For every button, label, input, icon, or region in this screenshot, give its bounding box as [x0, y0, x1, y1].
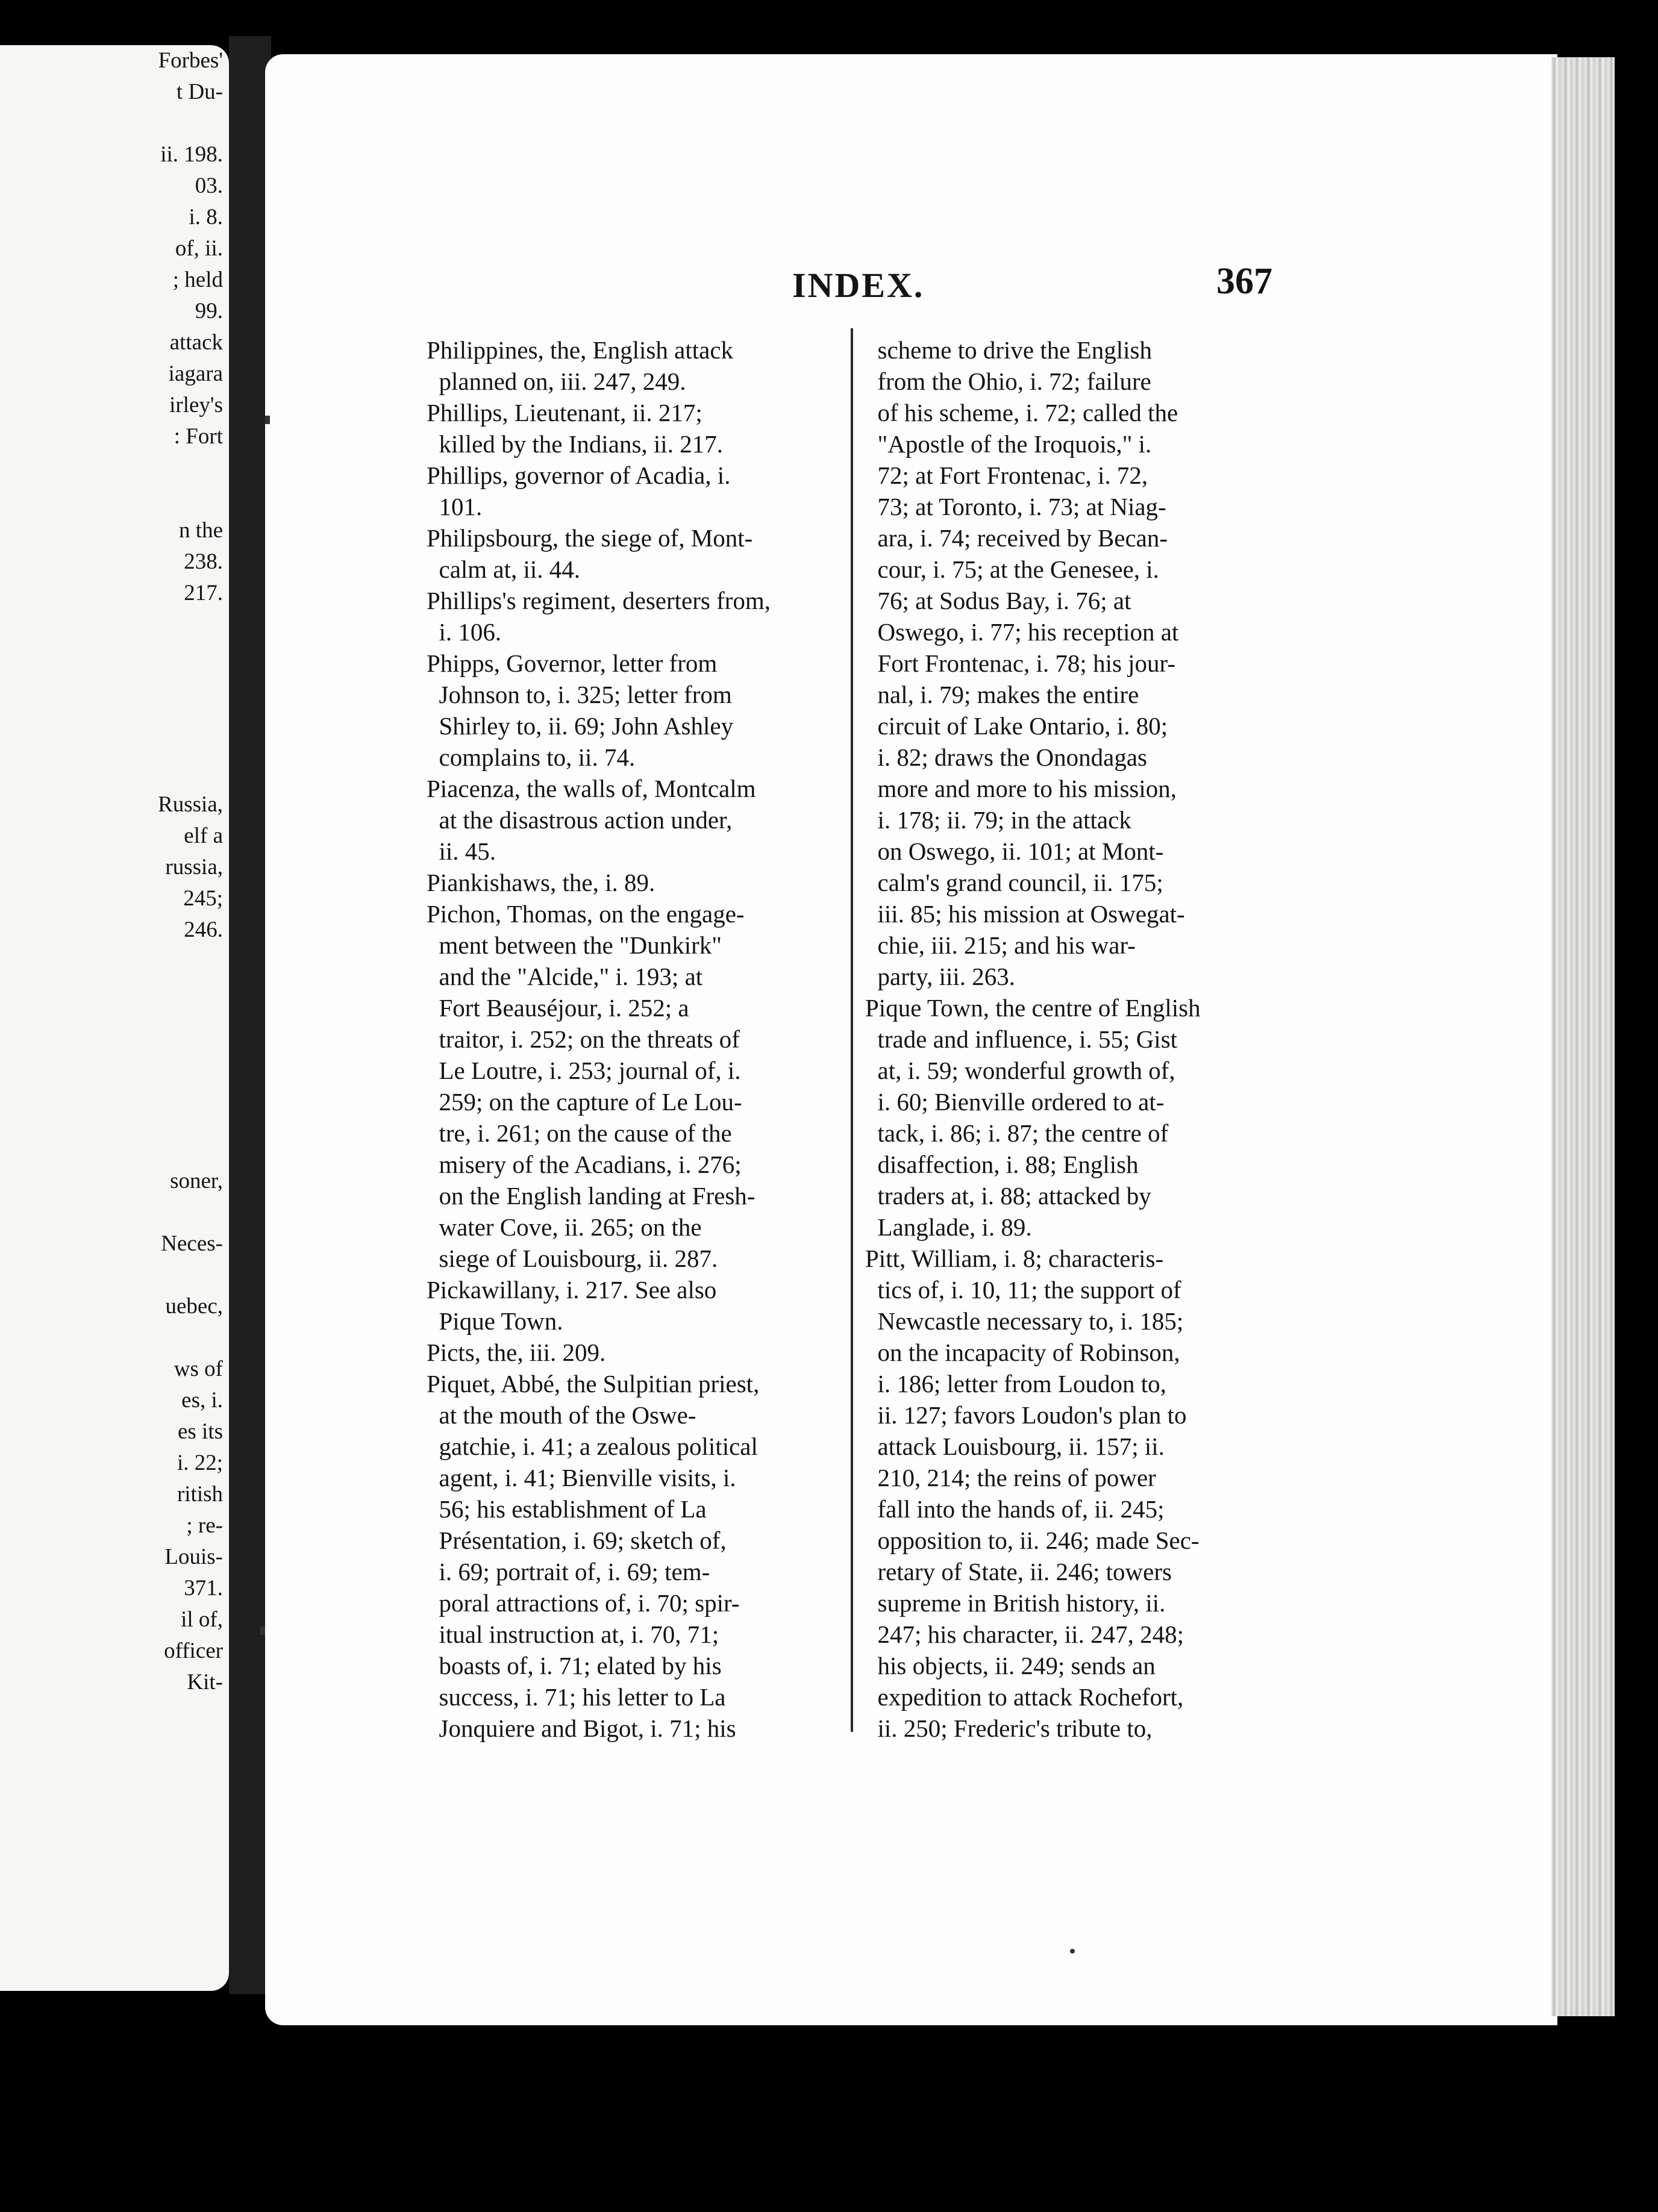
page-number: 367 — [1216, 261, 1272, 302]
left-page-text-block: Forbes' t Du- ii. 198. 03. i. 8. of, ii. ; held 99. attack iagara irley's : Fort n the 238. 217. — [158, 48, 223, 605]
stray-dot — [1070, 1949, 1075, 1954]
margin-mark — [260, 1626, 265, 1635]
page-edges — [1551, 57, 1615, 2016]
left-page-fragment — [0, 45, 229, 1991]
left-page-text-block: Russia, elf a russia, 245; 246. — [158, 792, 223, 942]
index-column-left: Philippines, the, English attack planned on, iii. 247, 249. Phillips, Lieutenant, ii. 217; killed by the Indians, ii. 217. Phillips, governor of Acadia, i. 101. Philipsbourg, the siege of, Mont- calm at, ii. 44. Phillips's regiment, deserters from, i. 106. Phipps, Governor, letter from Johnson to, i. 325; letter from Shirley to, ii. 69; John Ashley complains to, ii. 74. Piacenza, the walls of, Montcalm at the disastrous action under, ii. 45. Piankishaws, the, i. 89. Pichon, Thomas, on the engage- ment between the "Dunkirk" and the "Alcide," i. 193; at Fort Beauséjour, i. 252; a traitor, i. 252; on the threats of Le Loutre, i. 253; journal of, i. 259; on the capture of Le Lou- tre, i. 261; on the cause of the misery of the Acadians, i. 276; on the English landing at Fresh- water Cove, ii. 265; on the siege of Louisbourg, ii. 287. Pickawillany, i. 217. See also Pique Town. Picts, the, iii. 209. Piquet, Abbé, the Sulpitian priest, at the mouth of the Oswe- gatchie, i. 41; a zealous political agent, i. 41; Bienville visits, i. 56; his establishment of La Présentation, i. 69; sketch of, i. 69; portrait of, i. 69; tem- poral attractions of, i. 70; spir- itual instruction at, i. 70, 71; boasts of, i. 71; elated by his success, i. 71; his letter to La Jonquiere and Bigot, i. 71; his — [427, 336, 771, 1742]
left-page-text-block: soner, Neces- uebec, ws of es, i. es its i. 22; ritish ; re- Louis- 371. il of, officer Kit- — [161, 1169, 223, 1695]
margin-mark — [265, 416, 270, 424]
running-header-title: INDEX. — [792, 266, 925, 305]
index-column-right: scheme to drive the English from the Ohio, i. 72; failure of his scheme, i. 72; called the "Apostle of the Iroquois," i. 72; at Fort Frontenac, i. 72, 73; at Toronto, i. 73; at Niag- ara, i. 74; received by Becan- cour, i. 75; at the Genesee, i. 76; at Sodus Bay, i. 76; at Oswego, i. 77; his reception at Fort Frontenac, i. 78; his jour- nal, i. 79; makes the entire circuit of Lake Ontario, i. 80; i. 82; draws the Onondagas more and more to his mission, i. 178; ii. 79; in the attack on Oswego, ii. 101; at Mont- calm's grand council, ii. 175; iii. 85; his mission at Oswegat- chie, iii. 215; and his war- party, iii. 263. Pique Town, the centre of English trade and influence, i. 55; Gist at, i. 59; wonderful growth of, i. 60; Bienville ordered to at- tack, i. 86; i. 87; the centre of disaffection, i. 88; English traders at, i. 88; attacked by Langlade, i. 89. Pitt, William, i. 8; characteris- tics of, i. 10, 11; the support of Newcastle necessary to, i. 185; on the incapacity of Robinson, i. 186; letter from Loudon to, ii. 127; favors Loudon's plan to attack Louisbourg, ii. 157; ii. 210, 214; the reins of power fall into the hands of, ii. 245; opposition to, ii. 246; made Sec- retary of State, ii. 246; towers supreme in British history, ii. 247; his character, ii. 247, 248; his objects, ii. 249; sends an expedition to attack Rochefort, ii. 250; Frederic's tribute to, — [865, 336, 1201, 1742]
column-divider — [851, 328, 853, 1732]
